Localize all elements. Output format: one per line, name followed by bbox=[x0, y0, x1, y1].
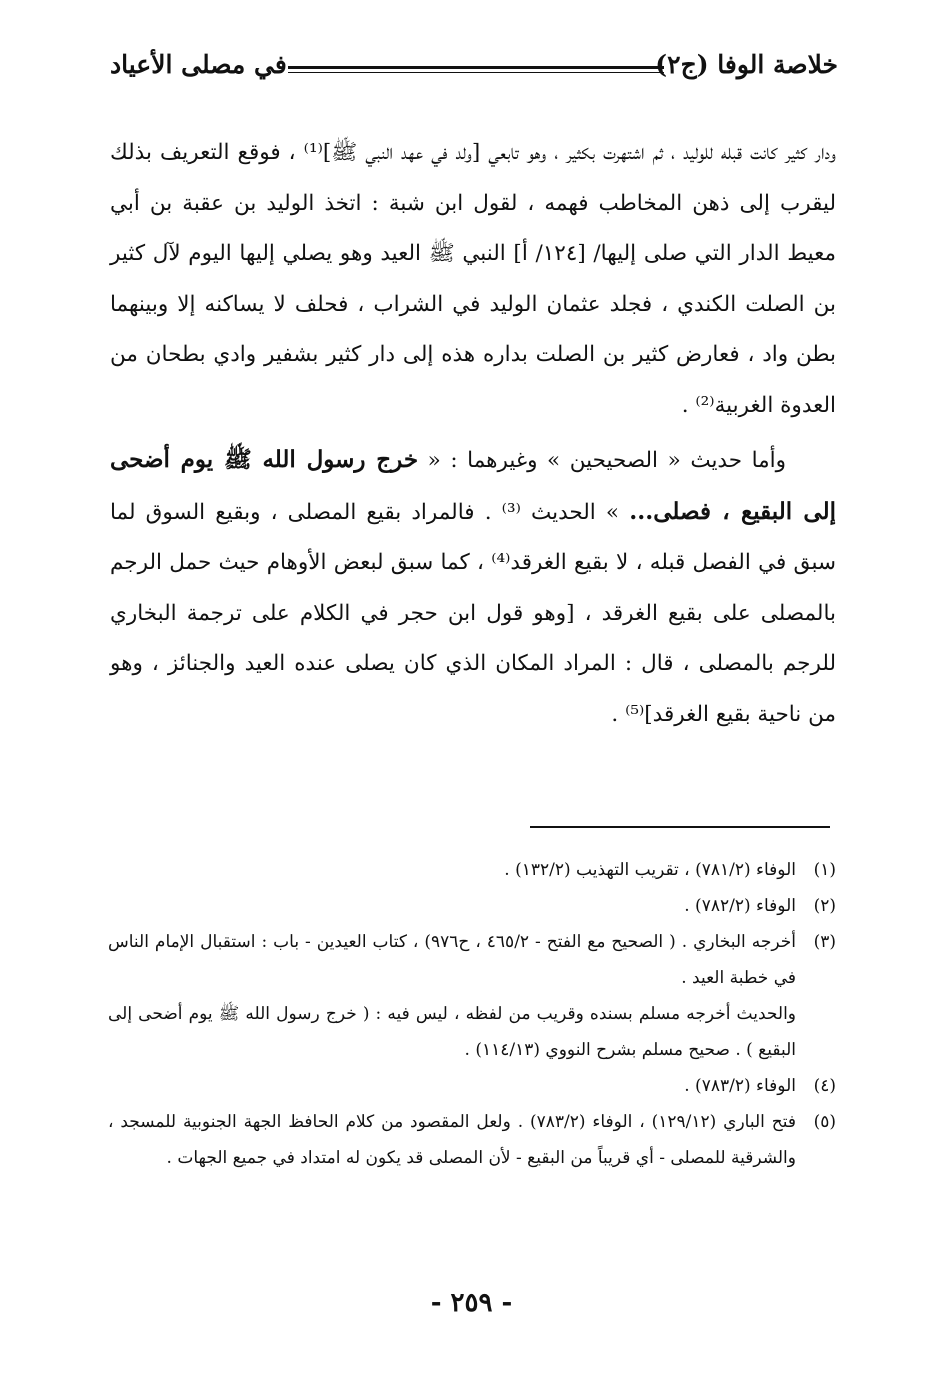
main-text bbox=[110, 128, 836, 740]
footnote-number: (٣) bbox=[813, 932, 836, 952]
paragraph-2-rest: » الحديث ⁽³⁾ . فالمراد بقيع المصلى ، وبقيع السوق لما سبق في الفصل قبله ، لا بقيع الغرقد⁽⁴⁾ ، كما سبق لبعض الأوهام حيث حمل الرجم بالمصلى على بقيع الغرقد ، [وهو قول ابن حجر في الكلام على ترجمة البخاري للرجم بالمصلى ، قال : المراد المكان الذي كان يصلى عنده العيد والجنائز ، وهو من ناحية بقيع الغرقد]⁽⁵⁾ . bbox=[110, 499, 836, 727]
page-header bbox=[110, 48, 838, 92]
footnote-number: (٥) bbox=[813, 1112, 836, 1132]
footnotes bbox=[108, 852, 836, 1176]
footnote-1 bbox=[108, 852, 836, 888]
footnote-text: فتح الباري (١٢٩/١٢) ، الوفاء (٧٨٣/٢) . ولعل المقصود من كلام الحافظ الجهة الجنوبية للمسجد ، والشرقية للمصلى - أي قريباً من البقيع - لأن المصلى قد يكون له امتداد في جميع الجهات . bbox=[108, 1112, 796, 1168]
footnote-2 bbox=[108, 888, 836, 924]
footnote-text: الوفاء (٧٨١/٢) ، تقريب التهذيب (١٣٢/٢) . bbox=[504, 860, 796, 880]
paragraph-2 bbox=[110, 435, 836, 740]
footnote-number: (١) bbox=[813, 860, 836, 880]
footnote-3-continuation: والحديث أخرجه مسلم بسنده وقريب من لفظه ، ليس فيه : ( خرج رسول الله ﷺ يوم أضحى إلى البقيع ) . صحيح مسلم بشرح النووي (١١٤/١٣) . bbox=[108, 1004, 796, 1060]
footnote-number: (٢) bbox=[813, 896, 836, 916]
hadith-quote: خرج رسول الله ﷺ يوم أضحى إلى البقيع ، فصلى... bbox=[110, 446, 836, 525]
footnote-text: أخرجه البخاري . ( الصحيح مع الفتح - ٤٦٥/٢ ، ح٩٧٦) ، كتاب العيدين - باب : استقبال الإمام الناس في خطبة العيد . bbox=[108, 932, 796, 988]
running-chapter-title: في مصلى الأعياد bbox=[110, 50, 287, 79]
paragraph-1: ودار كثير كانت قبله للوليد ، ثم اشتهرت بكثير ، وهو تابعي [ولد في عهد النبي ﷺ]⁽¹⁾ ، فوقع التعريف بذلك ليقرب إلى ذهن المخاطب فهمه ، لقول ابن شبة : اتخذ الوليد بن عقبة بن أبي معيط الدار التي صلى إليها/ [١٢٤/ أ] النبي ﷺ العيد وهو يصلي إليها اليوم لآل كثير بن الصلت الكندي ، فجلد عثمان الوليد في الشراب ، فحلف لا يساكنه إلا وبينهما بطن واد ، فعارض كثير بن الصلت بداره هذه إلى دار كثير بشفير وادي بطحان من العدوة الغربية⁽²⁾ . bbox=[110, 140, 836, 418]
header-rule bbox=[288, 66, 664, 73]
footnote-number: (٤) bbox=[813, 1076, 836, 1096]
footnote-separator bbox=[530, 826, 830, 828]
footnote-text: الوفاء (٧٨٣/٢) . bbox=[684, 1076, 796, 1096]
footnote-3 bbox=[108, 924, 836, 996]
footnote-5 bbox=[108, 1104, 836, 1176]
paragraph-2-start: وأما حديث « الصحيحين » وغيرهما : « bbox=[427, 448, 786, 473]
footnote-4 bbox=[108, 1068, 836, 1104]
page-number: - ٢٥٩ - bbox=[430, 1288, 513, 1318]
running-book-title: خلاصة الوفا (ج٢) bbox=[655, 50, 838, 79]
footnote-text: الوفاء (٧٨٢/٢) . bbox=[684, 896, 796, 916]
